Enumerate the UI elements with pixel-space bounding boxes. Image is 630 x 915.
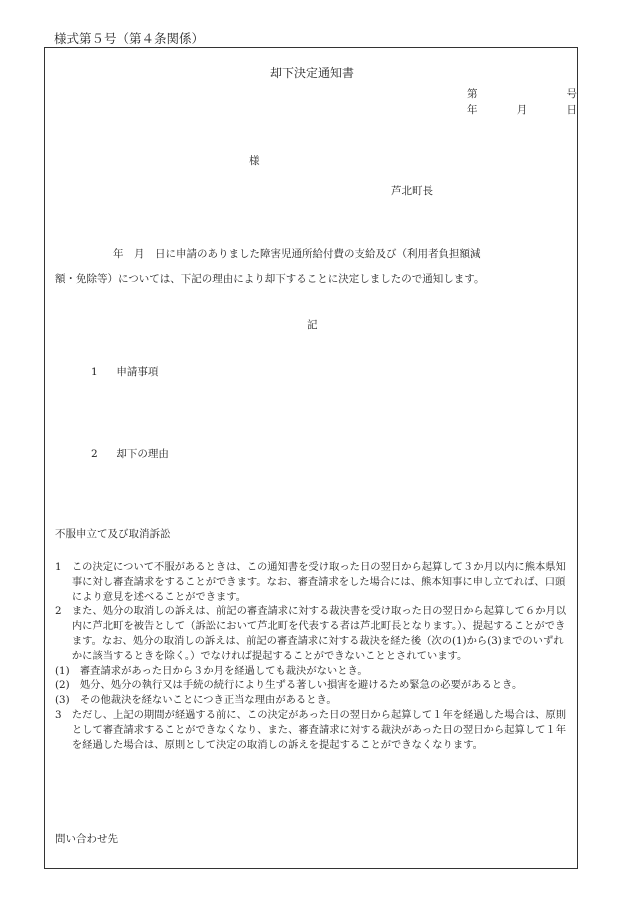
date-year: 年 [467, 104, 478, 116]
date-month: 月 [516, 104, 528, 116]
item-1-label: 申請事項 [116, 366, 159, 378]
addressee-suffix: 様 [249, 155, 260, 167]
item-2 [91, 446, 169, 461]
note-3: 3 ただし、上記の期間が経過する前に、この決定があった日の翌日から起算して１年を経過した場合は、原則として審査請求することができなくなり、また、審査請求に対する裁決があった日の翌日から起算して１年を経過した場合は、原則として決定の取消しの訴えを提起することができなくなります。 [55, 708, 567, 751]
item-1 [91, 364, 158, 379]
form-number-label: 様式第５号（第４条関係） [54, 31, 205, 46]
note-2-sub-1: (1) 審査請求があった日から３か月を経過しても裁決がないとき。 [55, 664, 368, 677]
item-2-number: 2 [91, 448, 98, 460]
note-2-sub-2: (2) 処分、処分の執行又は手続の続行により生ずる著しい損害を避けるため緊急の必要があるとき。 [55, 679, 523, 692]
item-1-number: 1 [91, 366, 98, 378]
item-2-label: 却下の理由 [116, 448, 169, 460]
date-day: 日 [566, 104, 577, 116]
body-text [55, 242, 567, 292]
body-line-1: 年 月 日に申請のありました障害児通所給付費の支給及び（利用者負担額減 [113, 248, 481, 260]
date-line [467, 102, 577, 117]
doc-number-prefix: 第 [467, 88, 478, 100]
appeal-heading: 不服申立て及び取消訴訟 [55, 528, 171, 540]
document-title: 却下決定通知書 [269, 66, 354, 80]
contact-label: 問い合わせ先 [55, 833, 118, 845]
notice-frame [44, 47, 578, 869]
doc-number-suffix: 号 [566, 88, 577, 100]
sender-name: 芦北町長 [391, 185, 433, 197]
doc-number-line [467, 86, 577, 101]
note-1: 1 この決定について不服があるときは、この通知書を受け取った日の翌日から起算して３か月以内に熊本県知事に対し審査請求をすることができます。なお、審査請求をした場合には、熊本知事に申し立てれば、口頭により意見を述べることができます。 [55, 561, 566, 603]
note-2: 2 また、処分の取消しの訴えは、前記の審査請求に対する裁決書を受け取った日の翌日から起算して６か月以内に芦北町を被告として（訴訟において芦北町を代表する者は芦北町長となります。）、提起することができます。なお、処分の取消しの訴えは、前記の審査請求に対する裁決を経た後（次の(1)から(3)までのいずれかに該当するときを除く。）でなければ提起することができないこととされています。 [55, 605, 567, 662]
ki-label: 記 [307, 319, 318, 331]
note-2-sub-3: (3) その他裁決を経ないことにつき正当な理由があるとき。 [55, 694, 337, 707]
body-line-2: 額・免除等）については、下記の理由により却下することに決定しましたので通知します。 [55, 273, 485, 285]
appeal-notes [55, 560, 571, 752]
